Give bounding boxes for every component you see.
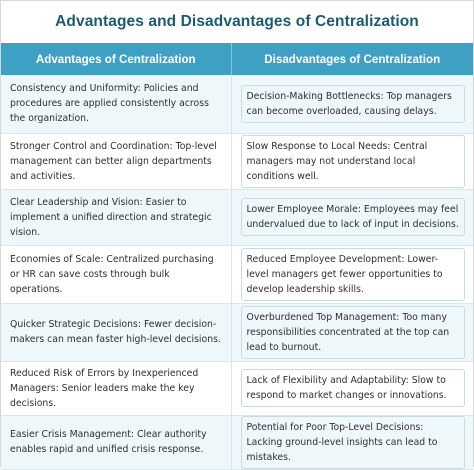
advantage-cell: Quicker Strategic Decisions: Fewer decision-makers can mean faster high-level decisions. <box>1 303 231 361</box>
disadvantage-text: Slow Response to Local Needs: Central managers may not understand local conditions well. <box>241 135 466 188</box>
disadvantage-cell <box>231 133 473 189</box>
column-header-disadvantages: Disadvantages of Centralization <box>231 43 473 75</box>
disadvantage-cell <box>231 303 473 361</box>
disadvantage-text: Potential for Poor Top-Level Decisions: Lacking ground-level insights can lead to mistakes. <box>241 416 466 469</box>
page-title: Advantages and Disadvantages of Centralization <box>55 13 419 30</box>
table-row <box>1 415 473 469</box>
advantage-cell: Consistency and Uniformity: Policies and procedures are applied consistently across the organization. <box>1 75 231 133</box>
comparison-table <box>1 43 473 470</box>
table-row <box>1 75 473 133</box>
table-row <box>1 245 473 303</box>
disadvantage-text: Reduced Employee Development: Lower-level managers get fewer opportunities to develop leadership skills. <box>241 248 466 301</box>
disadvantage-text: Overburdened Top Management: Too many responsibilities concentrated at the top can lead to burnout. <box>241 306 466 359</box>
advantage-cell: Economies of Scale: Centralized purchasing or HR can save costs through bulk operations. <box>1 245 231 303</box>
disadvantage-text: Decision-Making Bottlenecks: Top managers can become overloaded, causing delays. <box>241 85 466 123</box>
table-header-row <box>1 43 473 75</box>
table-row <box>1 189 473 245</box>
disadvantage-cell <box>231 75 473 133</box>
advantage-cell: Easier Crisis Management: Clear authority enables rapid and unified crisis response. <box>1 415 231 469</box>
column-header-advantages: Advantages of Centralization <box>1 43 231 75</box>
disadvantage-text: Lower Employee Morale: Employees may feel undervalued due to lack of input in decisions. <box>241 198 466 236</box>
disadvantage-cell <box>231 189 473 245</box>
table-row <box>1 133 473 189</box>
table-row <box>1 361 473 415</box>
advantage-cell: Clear Leadership and Vision: Easier to implement a unified direction and strategic vision. <box>1 189 231 245</box>
advantage-cell: Stronger Control and Coordination: Top-level management can better align departments and activities. <box>1 133 231 189</box>
disadvantage-cell <box>231 245 473 303</box>
disadvantage-text: Lack of Flexibility and Adaptability: Slow to respond to market changes or innovations. <box>241 369 466 407</box>
disadvantage-cell <box>231 415 473 469</box>
table-row <box>1 303 473 361</box>
advantage-cell: Reduced Risk of Errors by Inexperienced Managers: Senior leaders make the key decisions. <box>1 361 231 415</box>
disadvantage-cell <box>231 361 473 415</box>
